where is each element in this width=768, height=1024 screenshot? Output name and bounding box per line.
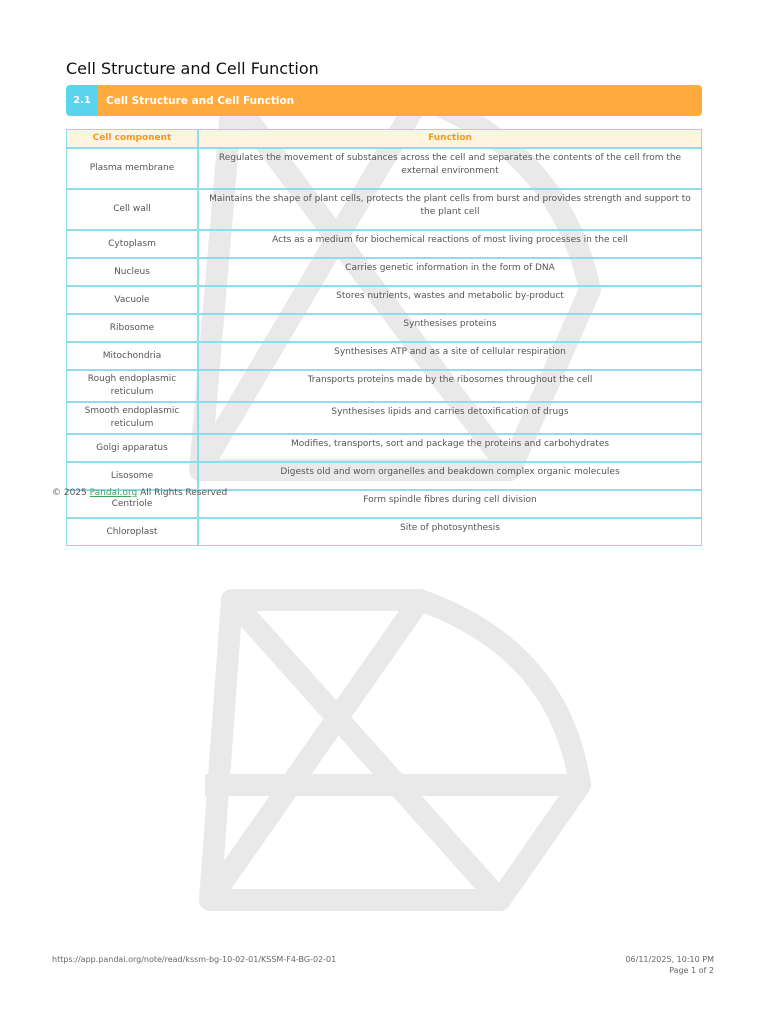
pandai-link[interactable]: Pandai.org — [89, 488, 138, 498]
header-function: Function — [198, 129, 702, 148]
section-number: 2.1 — [66, 85, 98, 116]
cell-component: Plasma membrane — [66, 148, 198, 189]
cell-function: Regulates the movement of substances across the cell and separates the contents of the cell from the external environment — [198, 148, 702, 189]
cell-component: Chloroplast — [66, 518, 198, 546]
cell-function: Digests old and worn organelles and beakdown complex organic molecules — [198, 462, 702, 490]
cell-function: Form spindle fibres during cell division — [198, 490, 702, 518]
cell-component: Nucleus — [66, 258, 198, 286]
section-title: Cell Structure and Cell Function — [98, 85, 702, 116]
table-header-row — [66, 129, 702, 148]
page-title: Cell Structure and Cell Function — [66, 59, 319, 78]
cell-function: Acts as a medium for biochemical reactions of most living processes in the cell — [198, 230, 702, 258]
cell-component: Cytoplasm — [66, 230, 198, 258]
cell-component: Golgi apparatus — [66, 434, 198, 462]
cell-component: Cell wall — [66, 189, 198, 230]
cell-function: Stores nutrients, wastes and metabolic by-product — [198, 286, 702, 314]
cell-component: Mitochondria — [66, 342, 198, 370]
table-row — [66, 434, 702, 462]
cell-function: Synthesises ATP and as a site of cellular respiration — [198, 342, 702, 370]
table-row — [66, 402, 702, 434]
section-header — [66, 85, 702, 116]
header-cell-component: Cell component — [66, 129, 198, 148]
footer-page-number: Page 1 of 2 — [669, 966, 714, 975]
cell-function: Synthesises lipids and carries detoxification of drugs — [198, 402, 702, 434]
table-row — [66, 342, 702, 370]
footer-url: https://app.pandai.org/note/read/kssm-bg-10-02-01/KSSM-F4-BG-02-01 — [52, 955, 337, 964]
cell-component: Vacuole — [66, 286, 198, 314]
cell-component: Smooth endoplasmic reticulum — [66, 402, 198, 434]
cell-function: Modifies, transports, sort and package the proteins and carbohydrates — [198, 434, 702, 462]
table-row — [66, 258, 702, 286]
cell-function-table — [66, 129, 702, 546]
cell-function: Site of photosynthesis — [198, 518, 702, 546]
cell-component: Centriole — [66, 490, 198, 518]
cell-function: Transports proteins made by the ribosomes throughout the cell — [198, 370, 702, 402]
table-row — [66, 462, 702, 490]
cell-component: Ribosome — [66, 314, 198, 342]
table-row — [66, 518, 702, 546]
cell-function: Maintains the shape of plant cells, protects the plant cells from burst and provides strength and support to the plant cell — [198, 189, 702, 230]
cell-function: Synthesises proteins — [198, 314, 702, 342]
copyright-prefix: © 2025 — [52, 488, 90, 498]
table-row — [66, 189, 702, 230]
table-row — [66, 370, 702, 402]
copyright-suffix: All Rights Reserved — [137, 488, 228, 498]
table-row — [66, 314, 702, 342]
cell-function: Carries genetic information in the form of DNA — [198, 258, 702, 286]
footer-date: 06/11/2025, 10:10 PM — [625, 955, 714, 964]
cell-component: Lisosome — [66, 462, 198, 490]
table-row — [66, 286, 702, 314]
table-row — [66, 148, 702, 189]
table-row — [66, 230, 702, 258]
cell-function-table-container — [66, 129, 702, 546]
copyright-notice — [52, 488, 227, 498]
cell-component: Rough endoplasmic reticulum — [66, 370, 198, 402]
